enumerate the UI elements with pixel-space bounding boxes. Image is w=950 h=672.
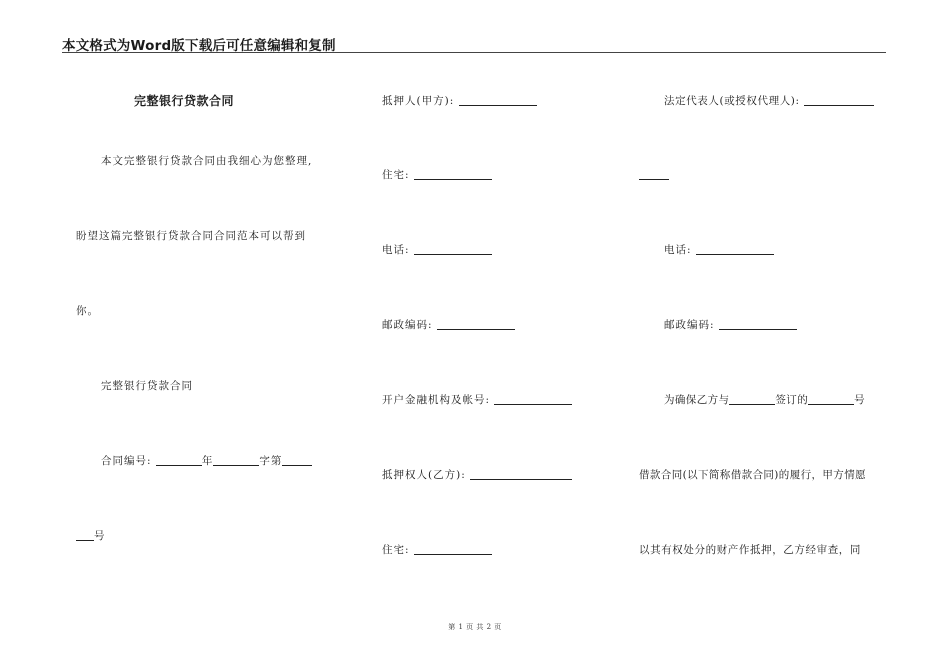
- postcode-label: 邮政编码:: [382, 319, 433, 331]
- legal-rep-blank: [804, 95, 874, 106]
- purpose-line-2: 借款合同(以下简称借款合同)的履行，甲方情愿: [639, 469, 866, 481]
- intro-line-1: 本文完整银行贷款合同由我细心为您整理,: [101, 155, 313, 167]
- zi-label: 字第: [259, 455, 283, 467]
- address2-line: [382, 543, 492, 557]
- postcode-line: [382, 318, 515, 332]
- postcode2-line: [664, 318, 797, 332]
- mortgagor-line: [382, 94, 537, 108]
- contract-no-blank: [808, 394, 854, 405]
- subtitle: 完整银行贷款合同: [101, 380, 193, 392]
- purpose-text-a: 为确保乙方与: [664, 394, 730, 406]
- mortgagor-label: 抵押人(甲方):: [382, 95, 455, 107]
- phone-label: 电话:: [382, 244, 410, 256]
- postcode2-blank: [719, 319, 797, 330]
- purpose-text-b: 签订的: [775, 394, 809, 406]
- address-line: [382, 168, 492, 182]
- header-divider: [62, 52, 886, 53]
- contract-number-line: [101, 454, 312, 468]
- contract-number-label: 合同编号:: [101, 455, 152, 467]
- year-label: 年: [201, 455, 214, 467]
- contract-number-continued: [76, 529, 106, 543]
- purpose-line-1: [664, 393, 865, 407]
- bank-line: [382, 393, 572, 407]
- year-blank: [213, 455, 259, 466]
- party-blank: [729, 394, 775, 405]
- hao-label: 号: [94, 530, 106, 542]
- address2-label: 住宅:: [382, 544, 410, 556]
- mortgagee-line: [382, 468, 572, 482]
- mortgagor-blank: [459, 95, 537, 106]
- phone2-blank: [696, 244, 774, 255]
- intro-line-3: 你。: [76, 305, 99, 317]
- zi-blank: [282, 455, 312, 466]
- purpose-line-3: 以其有权处分的财产作抵押，乙方经审查，同: [639, 544, 861, 556]
- contract-number-blank: [156, 455, 202, 466]
- legal-rep-line: [664, 94, 874, 108]
- address2-blank: [414, 544, 492, 555]
- phone2-line: [664, 243, 774, 257]
- legal-rep-label: 法定代表人(或授权代理人):: [664, 95, 800, 107]
- postcode-blank: [437, 319, 515, 330]
- mortgagee-label: 抵押权人(乙方):: [382, 469, 466, 481]
- purpose-text-c: 号: [854, 394, 866, 406]
- mortgagee-blank: [470, 469, 572, 480]
- phone2-label: 电话:: [664, 244, 692, 256]
- legal-rep-blank-2: [639, 169, 669, 180]
- page-footer: 第 1 页 共 2 页: [448, 623, 502, 631]
- contract-title: 完整银行贷款合同: [134, 94, 235, 108]
- hao-blank: [76, 530, 94, 541]
- bank-blank: [494, 394, 572, 405]
- address-label: 住宅:: [382, 169, 410, 181]
- bank-label: 开户金融机构及帐号:: [382, 394, 491, 406]
- document-header: 本文格式为Word版下载后可任意编辑和复制: [62, 38, 336, 54]
- phone-blank: [414, 244, 492, 255]
- postcode2-label: 邮政编码:: [664, 319, 715, 331]
- intro-line-2: 盼望这篇完整银行贷款合同合同范本可以帮到: [76, 230, 306, 242]
- phone-line: [382, 243, 492, 257]
- legal-rep-continued: [639, 168, 669, 182]
- address-blank: [414, 169, 492, 180]
